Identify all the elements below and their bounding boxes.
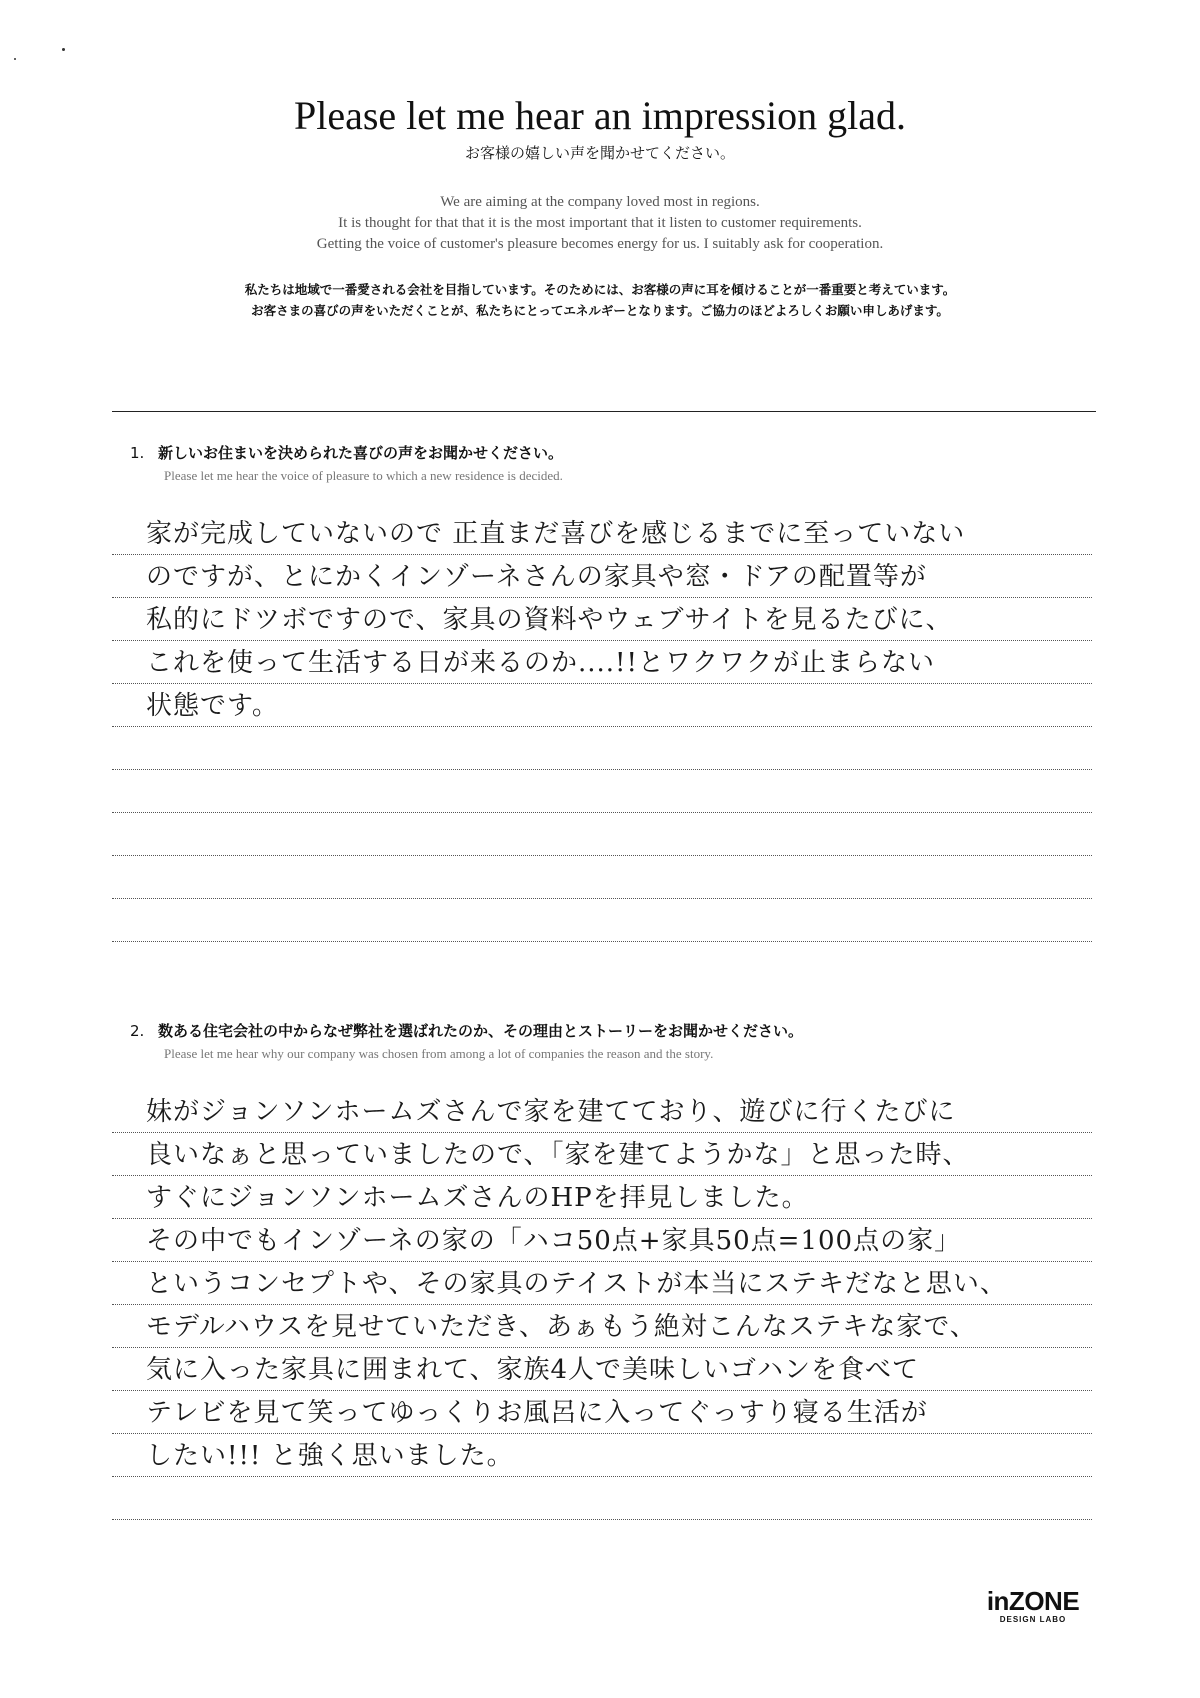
answer-line	[112, 1477, 1092, 1520]
question-number: 2.	[130, 1022, 145, 1040]
scan-speck	[14, 58, 16, 60]
handwritten-text: その中でもインゾーネの家の「ハコ50点+家具50点=100点の家」	[146, 1226, 962, 1256]
question-2-heading	[130, 1020, 803, 1041]
answer-line	[112, 555, 1092, 598]
question-1-heading	[130, 442, 563, 463]
answer-line	[112, 1262, 1092, 1305]
intro-en-line: We are aiming at the company loved most in regions.	[440, 194, 760, 210]
answer-line	[112, 899, 1092, 942]
answer-line	[112, 684, 1092, 727]
question-2-subheading: Please let me hear why our company was chosen from among a lot of companies the reason and the story.	[164, 1046, 714, 1061]
intro-english	[0, 192, 1200, 255]
inzone-logo	[978, 1588, 1088, 1624]
handwritten-text: 状態です。	[146, 691, 279, 721]
page-title: Please let me hear an impression glad.	[293, 93, 907, 138]
answer-line	[112, 1219, 1092, 1262]
intro-jp-line: お客さまの喜びの声をいただくことが、私たちにとってエネルギーとなります。ご協力のほどよろしくお願い申しあげます。	[251, 303, 949, 318]
handwritten-text: 私的にドツボですので、家具の資料やウェブサイトを見るたびに、	[146, 605, 953, 635]
answer-line	[112, 641, 1092, 684]
answer-2	[112, 1090, 1092, 1520]
answer-line	[112, 598, 1092, 641]
handwritten-text: すぐにジョンソンホームズさんのHPを拝見しました。	[146, 1183, 809, 1213]
handwritten-text: 家が完成していないので 正直まだ喜びを感じるまでに至っていない	[146, 519, 966, 549]
answer-line	[112, 1305, 1092, 1348]
answer-line	[112, 770, 1092, 813]
answer-line	[112, 813, 1092, 856]
handwritten-text: 良いなぁと思っていましたので、「家を建てようかな」と思った時、	[146, 1140, 970, 1170]
answer-line	[112, 1434, 1092, 1477]
answer-line	[112, 1133, 1092, 1176]
answer-line	[112, 727, 1092, 770]
handwritten-text: これを使って生活する日が来るのか....!!とワクワクが止まらない	[146, 648, 935, 678]
intro-japanese	[0, 279, 1200, 321]
answer-line	[112, 1391, 1092, 1434]
handwritten-text: テレビを見て笑ってゆっくりお風呂に入ってぐっすり寝る生活が	[146, 1398, 928, 1428]
page-subtitle: お客様の嬉しい声を聞かせてください。	[464, 144, 735, 162]
intro-en-line: It is thought for that that it is the most important that it listen to customer requirements.	[338, 215, 862, 231]
handwritten-text: というコンセプトや、その家具のテイストが本当にステキだなと思い、	[146, 1269, 1007, 1299]
answer-line	[112, 1176, 1092, 1219]
handwritten-text: のですが、とにかくインゾーネさんの家具や窓・ドアの配置等が	[146, 562, 927, 592]
scan-speck	[62, 48, 65, 51]
intro-en-line: Getting the voice of customer's pleasure becomes energy for us. I suitably ask for cooperation.	[316, 236, 884, 252]
question-text: 数ある住宅会社の中からなぜ弊社を選ばれたのか、その理由とストーリーをお聞かせください。	[158, 1022, 804, 1040]
handwritten-text: 妹がジョンソンホームズさんで家を建てており、遊びに行くたびに	[146, 1097, 956, 1127]
handwritten-text: したい!!! と強く思いました。	[146, 1441, 514, 1471]
handwritten-text: 気に入った家具に囲まれて、家族4人で美味しいゴハンを食べて	[146, 1355, 920, 1385]
handwritten-text: モデルハウスを見せていただき、あぁもう絶対こんなステキな家で、	[146, 1312, 977, 1342]
answer-1	[112, 512, 1092, 942]
logo-tagline: DESIGN LABO	[999, 1615, 1067, 1624]
header-divider	[112, 411, 1096, 412]
answer-line	[112, 512, 1092, 555]
logo-wordmark: inZONE	[986, 1586, 1080, 1616]
question-number: 1.	[130, 444, 145, 462]
intro-jp-line: 私たちは地域で一番愛される会社を目指しています。そのためには、お客様の声に耳を傾けることが一番重要と考えています。	[244, 282, 956, 297]
question-text: 新しいお住まいを決められた喜びの声をお聞かせください。	[158, 444, 564, 462]
question-1-subheading: Please let me hear the voice of pleasure to which a new residence is decided.	[164, 468, 563, 483]
answer-line	[112, 1348, 1092, 1391]
answer-line	[112, 1090, 1092, 1133]
answer-line	[112, 856, 1092, 899]
